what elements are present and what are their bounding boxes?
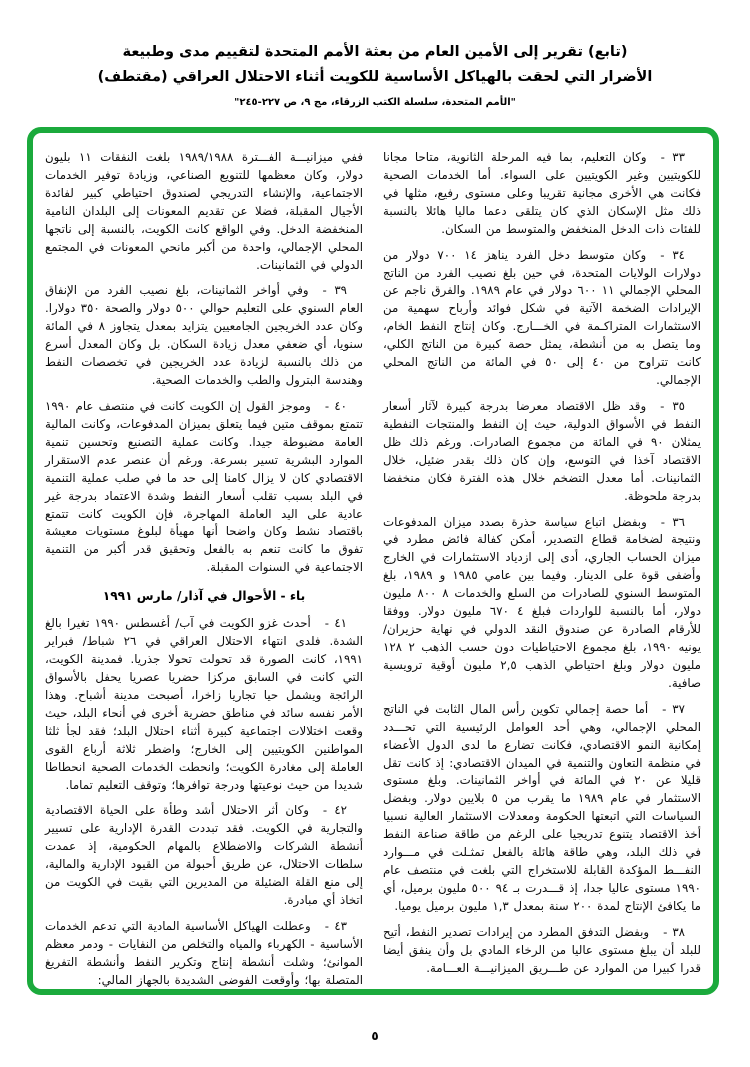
paragraph-38 — [383, 924, 701, 978]
paragraph-text: وكان متوسط دخل الفرد يناهز ١٤ ٧٠٠ دولار من دولارات الولايات المتحدة، في حين بلغ نصيب الفرد من الناتج المحلي الإجمالي ١١ ٦٠٠ دولار في عام ١٩٨٩. والفرق ناجم عن الإيرادات الضخمة الآتية في شكل فوائد وأرباح سهمية من الاستثمارات المتراكـمة في الخـــارج. وكان إنتاج النفط الخام، وما يتصل به من أنشطة، يمثل حصة كبيرة من الناتج الكلي، كانت تتراوح من ٤٠ إلى ٥٠ في المائة من الناتج المحلي الإجمالي. — [383, 247, 701, 388]
paragraph-42 — [45, 802, 363, 910]
paragraph-text: وقد ظل الاقتصاد معرضا بدرجة كبيرة لآثار أسعار النفط في الأسواق الدولية، حيث إن النفط والمنتجات النفطية يمثلان ٩٠ في المائة من مجموع الصادرات. ورغم ذلك ظل الاقتصاد آخذا في التوسع، وإن كان ذلك بقدر ضئيل، خلال الثمانينات. أما معدل التضخم خلال هذه الفترة فكان منخفضا بدرجة ملحوظة. — [383, 398, 701, 503]
paragraph-38-continuation — [45, 149, 363, 274]
paragraph-number: ٣٤ - — [660, 247, 685, 262]
paragraph-40 — [45, 398, 363, 577]
document-header — [0, 0, 750, 108]
column-right — [383, 149, 701, 989]
paragraph-text: وفي أواخر الثمانينات، بلغ نصيب الفرد من الإنفاق العام السنوي على التعليم حوالي ٥٠٠ دولار والصحة ٣٥٠ دولارا. وكان عدد الخريجين الجامعيين يتزايد بمعدل يتجاوز ٨ في المائة سنويا، أي ضعفي معدل زيادة السكان. بل وكان المعدل أسرع من ذلك بالنسبة لزيادة عدد الخريجين في تخصصات النفط وهندسة البترول والطب والخدمات الصحية. — [45, 283, 363, 388]
paragraph-number: ٣٣ - — [660, 150, 685, 164]
paragraph-text: ففي ميزانيـــة الفـــترة ١٩٨٩/١٩٨٨ بلغت النفقات ١١ بليون دولار، وكان معظمها للتنويع الصناعي، وزيادة توفير الخدمات الاجتماعية، والإنشاء التدريجي لصندوق احتياطي كبير لفائدة الأجيال المقبلة، فضلا عن تقديم المعونات إلى البلدان النامية المنخفضة الدخل. وفي الواقع كانت الكويت، بالنسبة إلى ناتجها المحلي الإجمالي، واحدة من أكبر مانحي المعونات في المجتمع الدولي في الثمانينات. — [45, 150, 363, 272]
paragraph-number: ٤٣ - — [324, 918, 347, 933]
report-title-line1: (تابع) تقرير إلى الأمين العام من بعثة الأمم المتحدة لتقييم مدى وطبيعة — [122, 44, 628, 60]
paragraph-number: ٤١ - — [324, 616, 348, 631]
paragraph-43 — [45, 918, 363, 990]
paragraph-36 — [383, 514, 701, 693]
paragraph-number: ٣٦ - — [660, 514, 685, 529]
page-number: ٥ — [371, 1029, 379, 1043]
paragraph-text: وموجز القول إن الكويت كانت في منتصف عام ١٩٩٠ تتمتع بموقف متين فيما يتعلق بميزان المدفوعات، وكانت المالية العامة مضبوطة جيدا. وكانت عملية التصنيع وتحسين تنمية الموارد البشرية تسير بسرعة. ورغم أن عنصر عدم الاستقرار الاقتصادي كان لا يزال كامنا إلى حد ما في صلب عملية التنمية في البلد بسبب تقلب أسعار النفط وشدة الاعتماد بدرجة غير عادية على اليد العاملة المهاجرة، فإن الكويت كانت تتمتع باقتصاد نشط وكان واضحا أنها مهيأة لبلوغ مستويات معيشة تفوق ما كانت تنعم به بالفعل وتحقيق قدر أكبر من التنمية الاجتماعية في السنوات المقبلة. — [45, 398, 363, 575]
paragraph-number: ٣٥ - — [660, 398, 685, 413]
report-title-line2: الأضرار التي لحقت بالهياكل الأساسية للكويت أثناء الاحتلال العراقي (مقتطف) — [97, 69, 653, 86]
paragraph-33 — [383, 149, 701, 239]
column-left — [45, 149, 363, 989]
paragraph-39 — [45, 282, 363, 390]
paragraph-41 — [45, 615, 363, 794]
paragraph-37 — [383, 701, 701, 916]
paragraph-number: ٣٩ - — [322, 283, 347, 298]
paragraph-number: ٣٧ - — [662, 701, 685, 716]
paragraph-text: وعطلت الهياكل الأساسية المادية التي تدعم الخدمات الأساسية - الكهرباء والمياه والتخلص من النفايات - ودمر معظم الموانئ؛ وشلت أنشطة إنتاج وتكرير النفط وأنشطة التفريغ المتصلة بها؛ وأوقعت الفوضى الشديدة بالجهاز المالي: — [45, 918, 363, 987]
content-border-box — [27, 127, 719, 995]
source-citation: "الأمم المتحدة، سلسلة الكتب الزرقاء، مج ٩، ص ٢٢٧-٢٤٥" — [234, 96, 516, 108]
paragraph-number: ٣٨ - — [663, 924, 685, 939]
section-heading-baa: باء - الأحوال في آذار/ مارس ١٩٩١ — [102, 589, 306, 604]
paragraph-number: ٤٠ - — [324, 398, 347, 413]
paragraph-number: ٤٢ - — [322, 803, 348, 818]
paragraph-text: وكان التعليم، بما فيه المرحلة الثانوية، متاحا مجانا للكويتيين وغير الكويتيين على السواء. أما الخدمات الصحية فكانت هي الأخرى مجانية تقريبا وعلى مستوى رفيع، مثلها في ذلك مثل الإسكان الذي كان يتلقى دعما ماليا هائلا بالنسبة للفئات ذات الدخل المنخفض والمتوسط من السكان. — [383, 150, 701, 236]
paragraph-text: أما حصة إجمالي تكوين رأس المال الثابت في الناتج المحلي الإجمالي، وهي أحد العوامل الرئيسية التي تحـــدد إمكانية النمو الاقتصادي، فكانت تضارع ما لدى الدول الأعضاء في منظمة التعاون والتنمية في الميدان الاقتصادي: إذ كانت تقل قليلا عن ٢٠ في المائة في أواخر الثمانينات. وبلغ مستوى الاستثمار في عام ١٩٨٩ ما يقرب من ٥ بلايين دولار. وبفضل السياسات التي اتبعتها الحكومة ومعدلات الاستثمار العالية نسبيا أخذ الاقتصاد يتنوع تدريجيا على الرغم من طاقة صناعة النفط في ذلك البلد، وهي طاقة هائلة بالفعل تمثـلت في مـــوارد النفـــط المؤكدة القابلة للاستخراج التي بلغت في منتصف عام ١٩٩٠ مستوى عاليا جدا، إذ قـــدرت بـ ٩٤ ٥٠٠ مليون برميل، أي ما يكافئ الإنتاج لمدة ٢٠٠ سنة بمعدل ١,٣ مليون برميل يوميا. — [383, 701, 702, 913]
paragraph-text: وبفضل التدفق المطرد من إيرادات تصدير النفط، أتيح للبلد أن يبلغ مستوى عاليا من الرخاء المادي بل وأن ينفق أيضا قدرا كبيرا من الموارد عن طـــريق الميزانيـــة العـــامة. — [383, 924, 701, 975]
document-footer — [0, 1029, 750, 1043]
paragraph-text: وبفضل اتباع سياسة حذرة بصدد ميزان المدفوعات ونتيجة لضخامة قطاع التصدير، أمكن كفالة فائض مطرد في ميزان الحساب الجاري، أدى إلى ازدياد الاستثمارات في الخارج وأضفى قوة على الدينار. وفيما بين عامي ١٩٨٥ و ١٩٨٩، بلغ المتوسط السنوي للصادرات من السلع والخدمات ٨ ٨٠٠ مليون دولار، أما بالنسبة للواردات فبلغ ٤ ٦٧٠ مليون دولار. ووفقا للأرقام الصادرة عن صندوق النقد الدولي في نهاية حزيران/ يونيه ١٩٩٠، بلغ مجموع الاحتياطيات دون حسب الذهب ٢ ١٢٨ مليون دولار وبلغ احتياطي الذهب ٢,٥ مليون أوقية ترويسية صافية. — [383, 514, 702, 690]
paragraph-text: أحدث غزو الكويت في آب/ أغسطس ١٩٩٠ تغيرا بالغ الشدة. فلدى انتهاء الاحتلال العراقي في ٢٦ شباط/ فبراير ١٩٩١، كانت الصورة قد تحولت تحولا جذريا. فمدينة الكويت، التي كانت في السابق مركزا حضريا عصريا يحفل بالأسواق الرائجة ويشمل حيا تجاريا زاخرا، أصبحت مدينة أشباح. وهذا الأمر نفسه سائد في مناطق حضرية أخرى في أنحاء البلد، حيث وقعت اختلالات اجتماعية كبيرة أثناء احتلال البلد؛ فقد لجأ ثلثا المواطنين الكويتيين إلى الخارج؛ واضطر ثلاثة أرباع القوى العاملة إلى مغادرة الكويت؛ وانحطت الخدمات الصحية انحطاطا شديدا من حيث نوعيتها ودرجة توافرها؛ وتوقف التعليم تماما. — [45, 616, 364, 792]
paragraph-35 — [383, 398, 701, 506]
paragraph-34 — [383, 247, 701, 390]
paragraph-text: وكان أثر الاحتلال أشد وطأة على الحياة الاقتصادية والتجارية في الكويت. فقد تبددت القدرة الإدارية على تسيير أنشطة الشركات والاضطلاع بالمهام الحكومية، إذ عمدت سلطات الاحتلال، عن طريق أحبولة من القيود الإدارية والمالية، إلى منع القلة الضئيلة من المديرين التي بقيت في الكويت من اتخاذ أي مبادرة. — [45, 803, 363, 908]
